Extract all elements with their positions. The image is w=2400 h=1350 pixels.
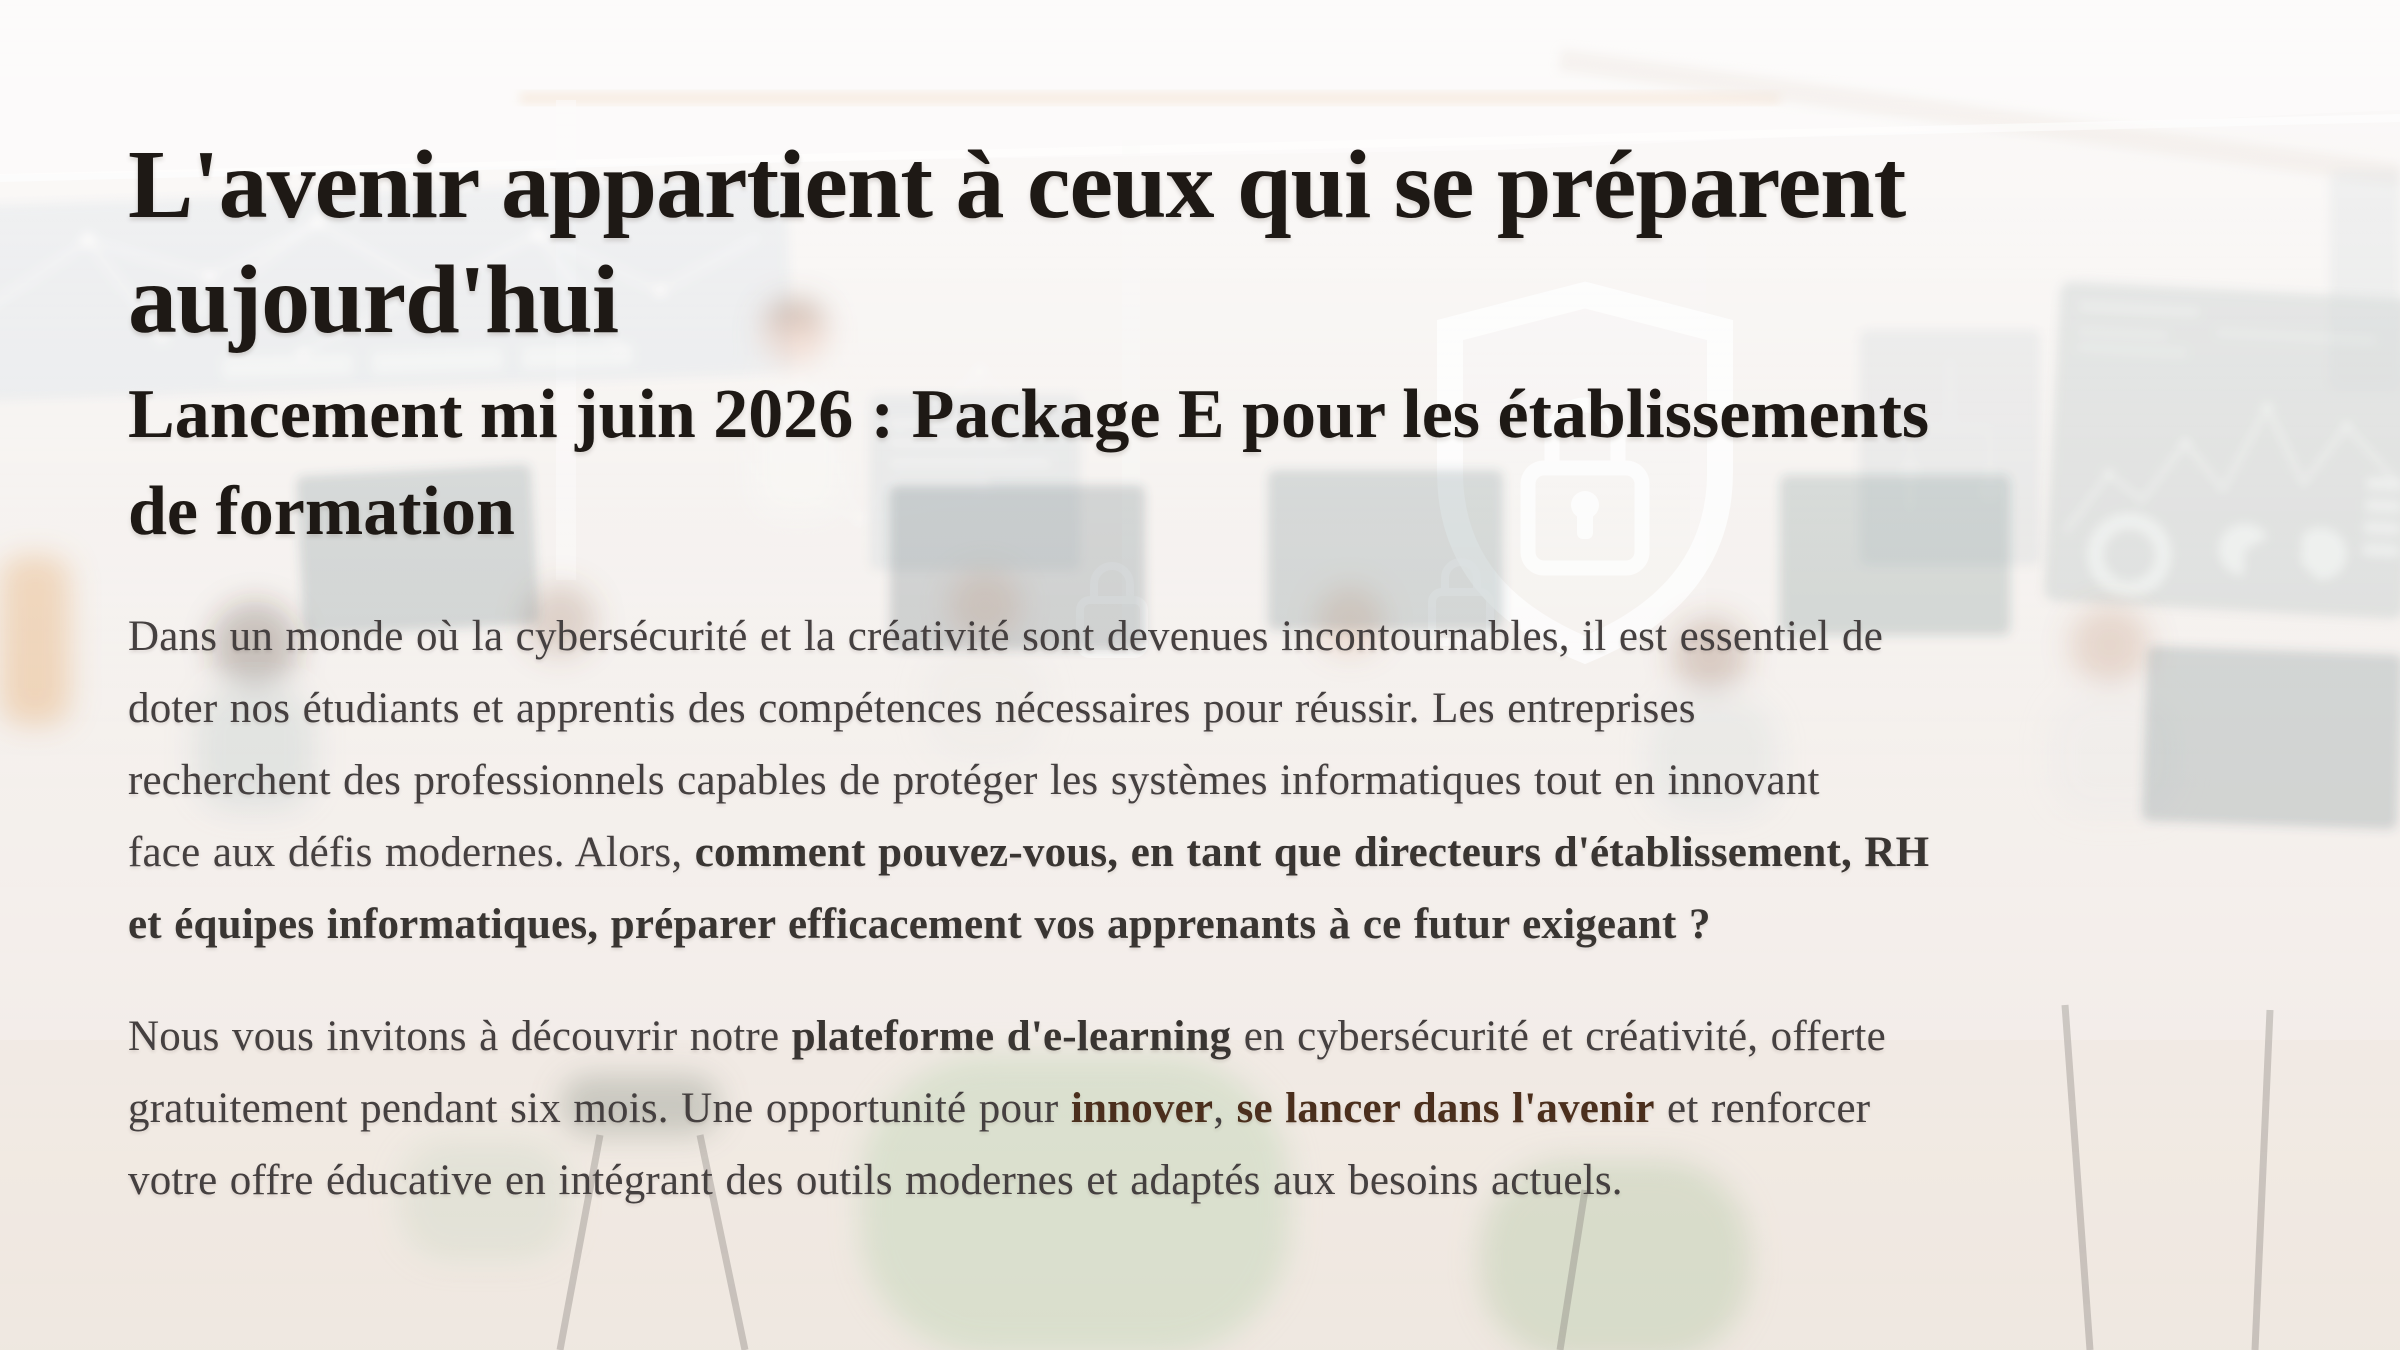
text-span: doter nos étudiants et apprentis des compétences nécessaires pour réussir. Les entreprises [128, 684, 1696, 732]
text-span: L'avenir appartient à ceux qui se préparent [128, 131, 1906, 239]
bold-text-span: et équipes informatiques, préparer efficacement vos apprenants à ce futur exigeant ? [128, 900, 1711, 948]
text-span: de formation [128, 472, 515, 550]
text-span: gratuitement pendant six mois. Une opportunité pour [128, 1084, 1071, 1132]
invitation-paragraph [128, 1001, 2378, 1217]
text-span: Dans un monde où la cybersécurité et la créativité sont devenues incontournables, il est essentiel de [128, 612, 1883, 660]
accent-text-span: innover [1070, 1084, 1214, 1132]
intro-paragraph [128, 601, 2378, 961]
text-span: en cybersécurité et créativité, offerte [1231, 1012, 1886, 1060]
text-span: , [1213, 1084, 1237, 1132]
text-span: Nous vous invitons à découvrir notre [128, 1012, 792, 1060]
text-span: et renforcer [1654, 1084, 1871, 1132]
bold-text-span: plateforme d'e-learning [791, 1012, 1232, 1060]
text-span: face aux défis modernes. Alors, [128, 828, 695, 876]
text-span: Lancement mi juin 2026 : Package E pour les établissements [128, 376, 1930, 454]
page-title [128, 128, 2378, 357]
hero-content [128, 128, 2378, 1257]
accent-text-span: se lancer dans l'avenir [1236, 1084, 1655, 1132]
text-span: recherchent des professionnels capables de protéger les systèmes informatiques tout en innovant [128, 756, 1820, 804]
text-span: votre offre éducative en intégrant des outils modernes et adaptés aux besoins actuels. [128, 1156, 1623, 1204]
page-subtitle [128, 367, 2378, 560]
bold-text-span: comment pouvez-vous, en tant que directeurs d'établissement, RH [694, 828, 1930, 876]
text-span: aujourd'hui [128, 245, 619, 354]
